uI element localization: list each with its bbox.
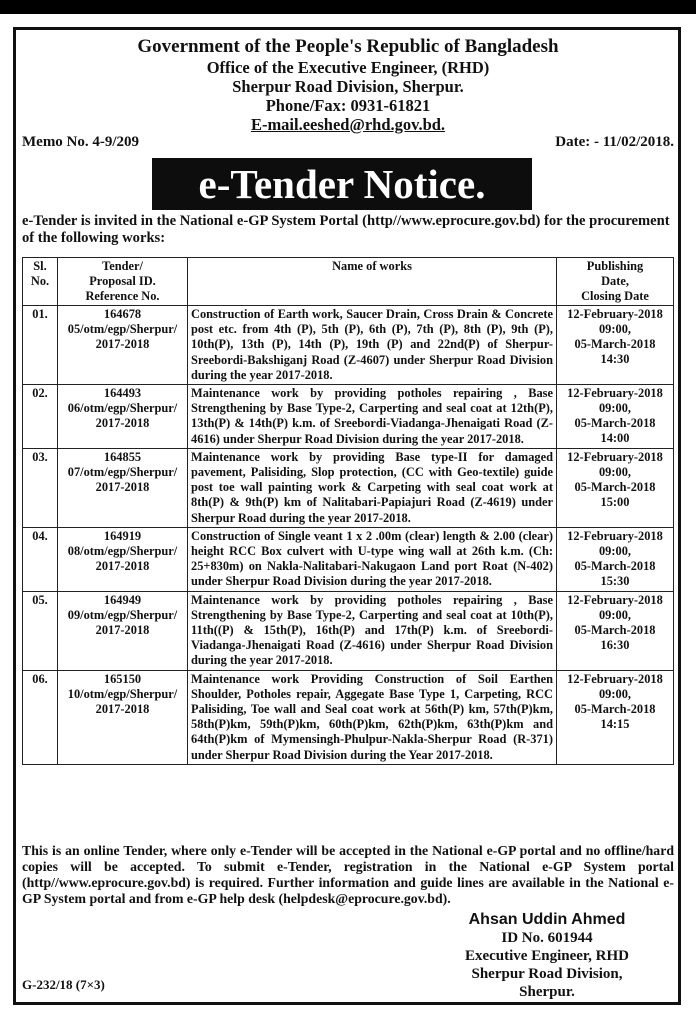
table-row (23, 527, 674, 591)
top-banner-bar (0, 0, 696, 14)
tender-id: 164949 (103, 592, 142, 607)
header-id-line2: Proposal ID. (89, 274, 156, 288)
row-sl: 03. (23, 448, 58, 527)
intro-paragraph: e-Tender is invited in the National e-GP System Portal (http//www.eprocure.gov.bd) for the procurement of the following works: (22, 213, 670, 246)
table-row (23, 385, 674, 449)
row-dates (557, 306, 674, 385)
tender-id: 164493 (103, 386, 142, 401)
tender-id: 165150 (103, 671, 142, 686)
header-sl-line1: Sl. (33, 259, 47, 273)
row-sl: 05. (23, 591, 58, 670)
tender-id: 164678 (103, 307, 142, 321)
row-tender-id (58, 448, 188, 527)
header-sl (23, 258, 58, 306)
row-dates (557, 591, 674, 670)
row-work-name: Construction of Single veant 1 x 2 .00m (clear) length & 2.00 (clear) height RCC Box culvert with U-type wing wall at 26th k.m. (Ch: 25+830m) on Nakla-Nalitabari-Nakugaon Land port Roat (N-402) under Sherpur Road Division during the year 2017-2018. (188, 527, 557, 591)
reference-no: 07/otm/egp/Sherpur/ (67, 464, 178, 479)
government-heading: Government of the People's Republic of Bangladesh (137, 36, 559, 57)
signatory-id: ID No. 601944 (501, 930, 593, 946)
phone-fax: Phone/Fax: 0931-61821 (265, 96, 431, 115)
header-id-line3: Reference No. (85, 289, 160, 303)
header-sl-line2: No. (30, 274, 50, 288)
row-tender-id (58, 306, 188, 385)
header-id-line1: Tender/ (102, 259, 143, 273)
fiscal-year: 2017-2018 (95, 701, 150, 716)
table-body (23, 306, 674, 765)
header-date-line2: Date, (601, 274, 629, 288)
reference-no: 06/otm/egp/Sherpur/ (67, 401, 178, 416)
closing-date: 05-March-2018 (574, 416, 656, 431)
fiscal-year: 2017-2018 (95, 622, 150, 637)
publishing-date: 12-February-2018 (567, 528, 663, 543)
signatory-name: Ahsan Uddin Ahmed (468, 911, 626, 928)
notice-date: Date: - 11/02/2018. (555, 134, 674, 150)
reference-no: 09/otm/egp/Sherpur/ (67, 607, 178, 622)
header-date-line3: Closing Date (581, 289, 649, 303)
publishing-time: 09:00, (598, 686, 631, 701)
fiscal-year: 2017-2018 (95, 479, 150, 494)
row-tender-id (58, 385, 188, 449)
table-row (23, 670, 674, 764)
closing-time: 14:30 (600, 352, 630, 366)
row-work-name: Maintenance work by providing potholes repairing , Base Strengthening by Base Type-2, Carperting and seal coat at 10th(P), 11th((P) & 15th(P), 16th(P) and 17th(P) k.m. of Sreebordi-Viadanga-Jhenaigati Road (Z-4616) under Sherpur Road Division during the year 2017-2018. (188, 591, 557, 670)
email-address: E-mail.eeshed@rhd.gov.bd. (250, 115, 446, 134)
row-tender-id (58, 591, 188, 670)
signature-block (427, 911, 667, 1001)
row-tender-id (58, 527, 188, 591)
signatory-office: Sherpur Road Division, (471, 966, 623, 982)
notice-title: e-Tender Notice. (152, 158, 532, 210)
row-sl: 06. (23, 670, 58, 764)
closing-time: 15:30 (600, 573, 630, 588)
publishing-time: 09:00, (598, 401, 631, 416)
row-work-name: Maintenance work by providing Base type-II for damaged pavement, Palisiding, Slop protection, (CC with Geo-textile) guide post toe wall painting work & Carpeting with seal coat work at 8th(P) & 9th(P) km of Nalitabari-Papiajuri Road (Z-4619) under Sherpur Road during the year 2017-2018. (188, 448, 557, 527)
closing-date: 05-March-2018 (574, 701, 656, 716)
reference-no: 10/otm/egp/Sherpur/ (67, 686, 178, 701)
division-heading: Sherpur Road Division, Sherpur. (232, 77, 464, 96)
closing-time: 16:30 (600, 637, 630, 652)
signatory-designation: Executive Engineer, RHD (464, 948, 630, 964)
fiscal-year: 2017-2018 (95, 337, 150, 351)
row-dates (557, 448, 674, 527)
reference-no: 05/otm/egp/Sherpur/ (67, 322, 178, 336)
publishing-time: 09:00, (598, 543, 631, 558)
header-dates (557, 258, 674, 306)
publishing-date: 12-February-2018 (567, 671, 663, 686)
publishing-date: 12-February-2018 (567, 386, 663, 401)
publishing-date: 12-February-2018 (567, 592, 663, 607)
row-dates (557, 527, 674, 591)
tender-id: 164855 (103, 449, 142, 464)
footer-paragraph: This is an online Tender, where only e-Tender will be accepted in the National e-GP portal and no offline/hard copies will be accepted. To submit e-Tender, registration in the National e-GP System portal (http//www.eprocure.gov.bd) is required. Further information and guide lines are available in the National e-GP System portal and from e-GP help desk (helpdesk@eprocure.gov.bd). (22, 843, 674, 906)
row-work-name: Maintenance work Providing Construction of Soil Earthen Shoulder, Potholes repair, Aggegate Base Type 1, Carpeting, RCC Palisiding, Toe wall and Seal coat work at 56th(P) km, 57th(P)km, 58th(P)km, 59th(P)km, 60th(P)km, 62th(P)km, 63th(P)km and 64th(P)km of Mymensingh-Phulpur-Nakla-Sherpur Road (R-371) under Sherpur Road Division during the Year 2017-2018. (188, 670, 557, 764)
closing-time: 15:00 (600, 494, 630, 509)
closing-date: 05-March-2018 (574, 479, 656, 494)
tender-id: 164919 (103, 528, 142, 543)
reference-no: 08/otm/egp/Sherpur/ (67, 543, 178, 558)
row-dates (557, 385, 674, 449)
publishing-date: 12-February-2018 (567, 307, 663, 321)
header-name-of-works: Name of works (188, 258, 557, 306)
signatory-place: Sherpur. (519, 984, 575, 1000)
row-work-name: Maintenance work by providing potholes repairing , Base Strengthening by Base Type-2, Carperting and seal coat at 12th(P), 13th(P) & 14th(P) k.m. of Sreebordi-Viadanga-Jhenaigati Road (Z-4616) under Sherpur Road Division during the year 2017-2018. (188, 385, 557, 449)
fiscal-year: 2017-2018 (95, 416, 150, 431)
publishing-time: 09:00, (598, 607, 631, 622)
closing-date: 05-March-2018 (574, 558, 656, 573)
publishing-date: 12-February-2018 (567, 449, 663, 464)
row-sl: 02. (23, 385, 58, 449)
header-tender-id (58, 258, 188, 306)
fiscal-year: 2017-2018 (95, 558, 150, 573)
row-sl: 01. (23, 306, 58, 385)
table-row (23, 591, 674, 670)
closing-time: 14:15 (600, 716, 630, 731)
header-date-line1: Publishing (586, 259, 644, 273)
publishing-time: 09:00, (598, 322, 631, 336)
office-heading: Office of the Executive Engineer, (RHD) (206, 58, 490, 77)
table-header-row (23, 258, 674, 306)
table-row (23, 448, 674, 527)
row-tender-id (58, 670, 188, 764)
closing-date: 05-March-2018 (574, 337, 656, 351)
govt-print-number: G-232/18 (7×3) (22, 977, 105, 992)
memo-number: Memo No. 4-9/209 (22, 134, 140, 150)
row-work-name: Construction of Earth work, Saucer Drain, Cross Drain & Concrete post etc. from 4th (P), 5th (P), 6th (P), 7th (P), 8th (P), 9th (P), 10th(P), 13th (P), 14th (P), 19th (P) and 22nd(P) of Sherpur-Sreebordi-Bakshiganj Road (Z-4607) under Sherpur Road Division during the year 2017-2018. (188, 306, 557, 385)
table-row (23, 306, 674, 385)
closing-date: 05-March-2018 (574, 622, 656, 637)
row-sl: 04. (23, 527, 58, 591)
publishing-time: 09:00, (598, 464, 631, 479)
works-table (22, 257, 674, 765)
row-dates (557, 670, 674, 764)
closing-time: 14:00 (600, 431, 630, 446)
